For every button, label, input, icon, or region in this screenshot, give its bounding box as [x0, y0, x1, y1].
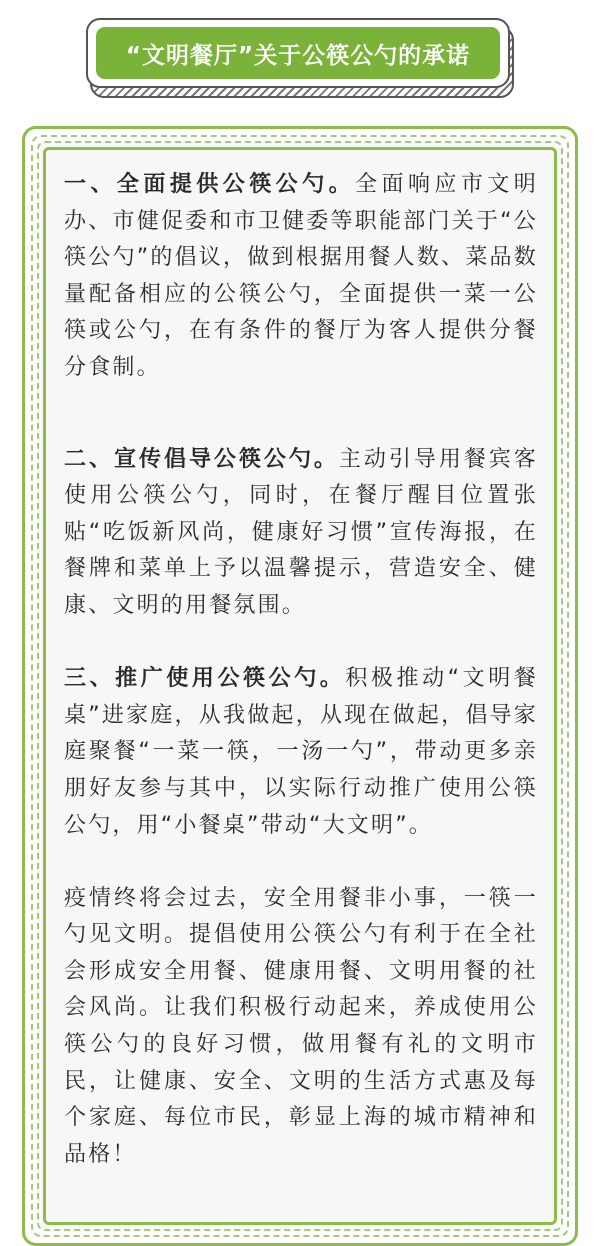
paragraph-2-body: 主动引导用餐宾客使用公筷公勺，同时，在餐厅醒目位置张贴“吃饭新风尚，健康好习惯”宣传海报，在餐牌和菜单上予以温馨提示，营造安全、健康、文明的用餐氛围。 — [64, 446, 538, 618]
paragraph-3 — [64, 661, 538, 844]
paragraph-1-body: 全面响应市文明办、市健促委和市卫健委等职能部门关于“公筷公勺”的倡议，做到根据用餐人数、菜品数量配备相应的公筷公勺，全面提供一菜一公筷或公勺，在有条件的餐厅为客人提供分餐分食制。 — [64, 172, 538, 380]
paragraph-2 — [64, 442, 538, 625]
paragraph-2-heading: 二、宣传倡导公筷公勺。 — [64, 446, 339, 472]
paragraph-3-heading: 三、推广使用公筷公勺。 — [64, 666, 346, 692]
page-title: “文明餐厅”关于公筷公勺的承诺 — [125, 42, 471, 69]
paragraph-1-heading: 一、全面提供公筷公勺。 — [64, 172, 356, 197]
paragraph-3-body: 积极推动“文明餐桌”进家庭，从我做起，从现在做起，倡导家庭聚餐“一菜一筷，一汤一勺”，带动更多亲朋好友参与其中，以实际行动推广使用公筷公勺，用“小餐桌”带动“大文明”。 — [64, 666, 539, 838]
title-banner-fill — [96, 27, 500, 79]
paragraph-1 — [64, 167, 538, 387]
title-banner — [86, 18, 516, 100]
content-body — [64, 167, 538, 1173]
paragraph-4 — [64, 881, 538, 1174]
paragraph-4-body: 疫情终将会过去，安全用餐非小事，一筷一勺见文明。提倡使用公筷公勺有利于在全社会形成安全用餐、健康用餐、文明用餐的社会风尚。让我们积极行动起来，养成使用公筷公勺的良好习惯，做用餐有礼的文明市民，让健康、安全、文明的生活方式惠及每个家庭、每位市民，彰显上海的城市精神和品格！ — [64, 885, 538, 1167]
title-banner-frame — [86, 18, 510, 88]
